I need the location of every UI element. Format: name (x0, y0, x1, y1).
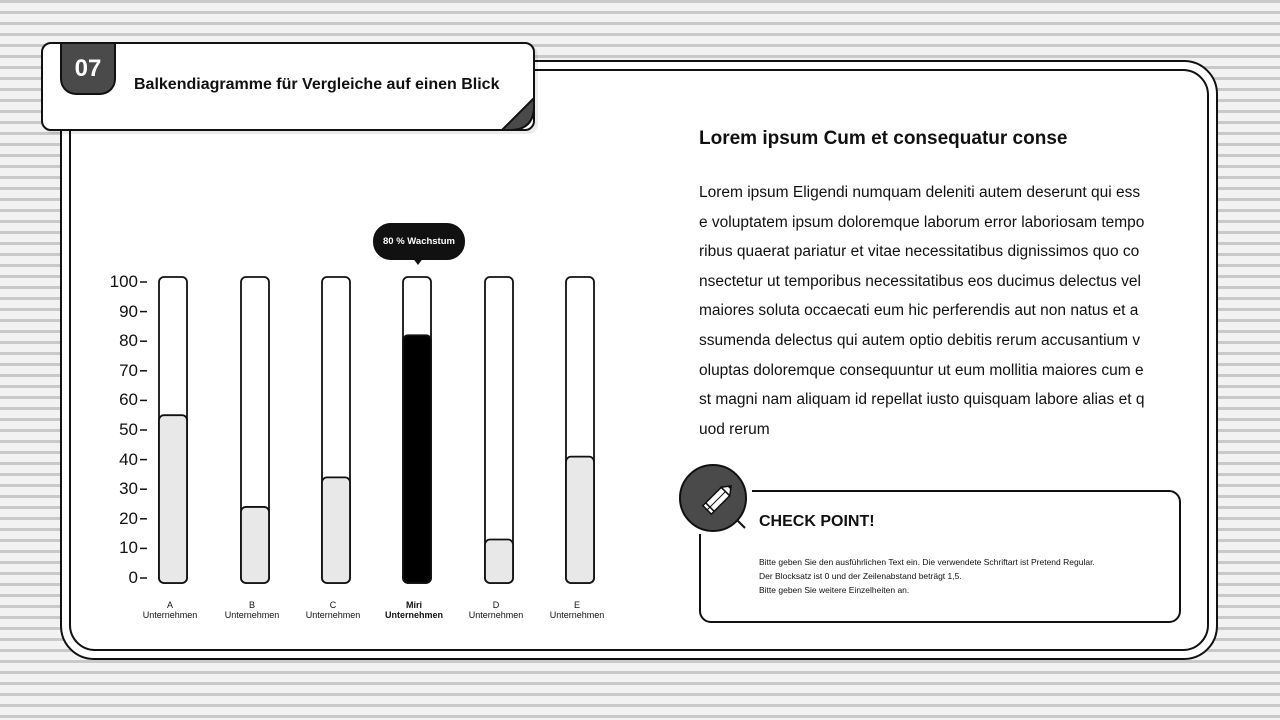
checkpoint-title: CHECK POINT! (759, 513, 875, 530)
pencil-icon (693, 476, 749, 532)
y-tick-label: 30 (119, 479, 138, 499)
growth-tooltip: 80 % Wachstum (373, 223, 465, 260)
y-tick-label: 0 (128, 568, 138, 587)
y-tick-label: 80 (119, 331, 138, 351)
x-category-label: Miri Unternehmen (384, 600, 443, 620)
y-tick-label: 60 (119, 390, 138, 410)
bar (566, 457, 594, 583)
bar (403, 335, 431, 583)
body-paragraph: Lorem ipsum Eligendi numquam deleniti autem deserunt qui esse voluptatem ipsum doloremque laborum error laboriosam temporibus quaerat pariatur et vitae necessitatibus dignissimos quo consectetur ut temporibus necessitatibus eos ducimus delectus vel maiores soluta occaecati eum hic perferendis aut non natus et assumenda delectus qui autem optio debitis rerum accusantium voluptas doloremque consequuntur ut eum mollitia maiores cum est magni nam aliquam id repellat iusto quisquam labore alias et quod rerum (699, 184, 1145, 438)
x-category-label: C Unternehmen (305, 600, 361, 620)
slide-number-badge: 07 (60, 44, 116, 95)
checkpoint-line: Bitte geben Sie den ausführlichen Text ein. Die verwendete Schriftart ist Pretend Regular. (759, 557, 1095, 567)
bar (485, 540, 513, 583)
x-category-label: D Unternehmen (468, 600, 524, 620)
tooltip-arrow (412, 257, 424, 265)
bar (159, 415, 187, 583)
section-heading: Lorem ipsum Cum et consequatur conse (699, 128, 1068, 149)
y-tick-label: 90 (119, 301, 138, 321)
y-tick-label: 50 (119, 420, 138, 439)
y-tick-label: 10 (119, 538, 138, 558)
checkpoint-line: Der Blocksatz ist 0 und der Zeilenabstand beträgt 1,5. (759, 571, 962, 581)
y-tick-label: 20 (119, 508, 138, 528)
x-category-label: B Unternehmen (224, 600, 280, 620)
bar (241, 507, 269, 583)
y-tick-label: 100 (109, 272, 138, 291)
y-tick-label: 70 (119, 360, 138, 380)
y-tick-label: 40 (119, 449, 138, 469)
x-category-label: E Unternehmen (549, 600, 605, 620)
bar-track (485, 277, 513, 583)
checkpoint-text (759, 555, 1095, 597)
x-category-label: A Unternehmen (142, 600, 198, 620)
checkpoint-line: Bitte geben Sie weitere Einzelheiten an. (759, 585, 910, 595)
slide-title: Balkendiagramme für Vergleiche auf einen Blick (134, 76, 500, 93)
bar (322, 477, 350, 583)
